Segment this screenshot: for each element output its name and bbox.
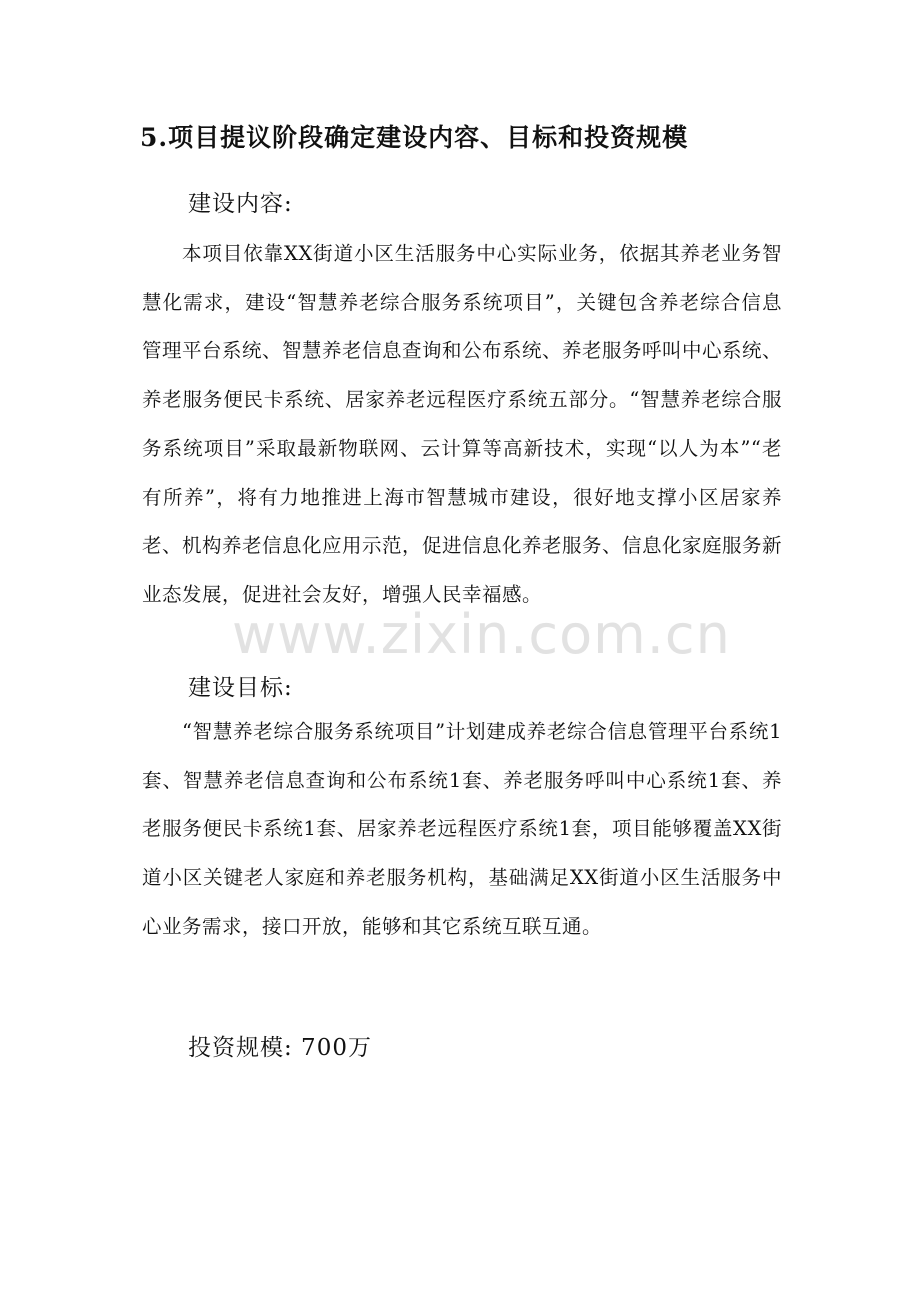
construction-content-label: 建设内容: bbox=[188, 191, 293, 217]
construction-content-paragraph: 本项目依靠XX街道小区生活服务中心实际业务，依据其养老业务智慧化需求，建设“智慧养老综合服务系统项目”，关键包含养老综合信息管理平台系统、智慧养老信息查询和公布系统、养老服务呼叫中心系统、养老服务便民卡系统、居家养老远程医疗系统五部分。“智慧养老综合服务系统项目”采取最新物联网、云计算等高新技术，实现“以人为本”“老有所养”，将有力地推进上海市智慧城市建设，很好地支撑小区居家养老、机构养老信息化应用示范，促进信息化养老服务、信息化家庭服务新业态发展，促进社会友好，增强人民幸福感。 bbox=[142, 242, 783, 606]
construction-goal-label: 建设目标: bbox=[188, 675, 293, 701]
construction-goal-paragraph: “智慧养老综合服务系统项目”计划建成养老综合信息管理平台系统1套、智慧养老信息查询和公布系统1套、养老服务呼叫中心系统1套、养老服务便民卡系统1套、居家养老远程医疗系统1套，项目能够覆盖XX街道小区关键老人家庭和养老服务机构，基础满足XX街道小区生活服务中心业务需求，接口开放，能够和其它系统互联互通。 bbox=[142, 720, 782, 938]
section-heading: 5.项目提议阶段确定建设内容、目标和投资规模 bbox=[140, 123, 689, 152]
investment-scale-label: 投资规模: 700万 bbox=[188, 1035, 372, 1061]
watermark-text: www.zixin.com.cn bbox=[232, 603, 731, 666]
